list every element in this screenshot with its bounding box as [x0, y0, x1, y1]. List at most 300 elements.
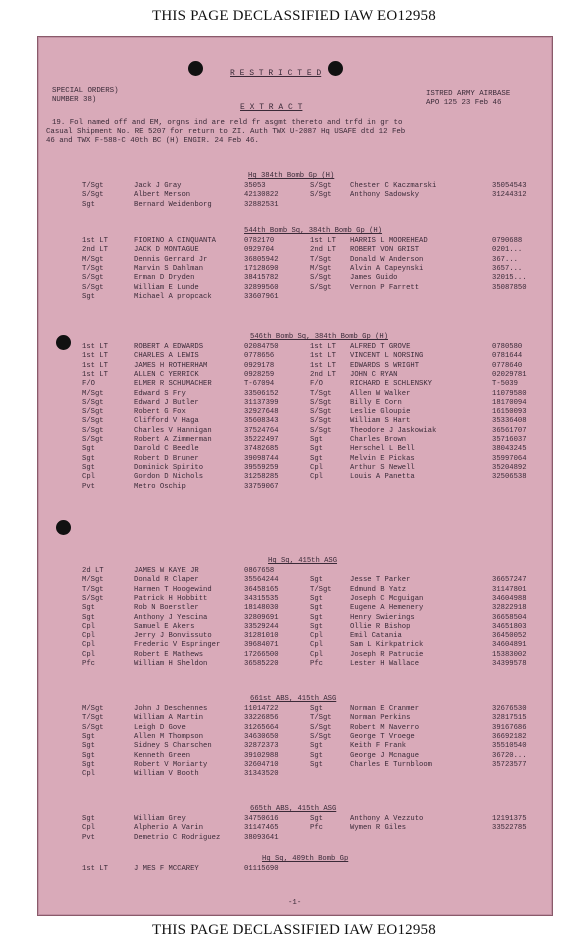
serial-number: 02029781: [492, 370, 527, 379]
rank: Sgt: [310, 705, 323, 713]
name: ALLEN C YERRICK: [134, 370, 199, 379]
roster-row: [38, 815, 552, 824]
roster-row: [38, 445, 552, 454]
rank: 2nd LT: [310, 246, 336, 255]
serial-number: 35087850: [492, 283, 527, 292]
serial-number: 36720...: [492, 751, 527, 760]
name: Erman D Dryden: [134, 274, 195, 283]
serial-number: 35054543: [492, 182, 527, 190]
serial-number: 35336408: [492, 417, 527, 426]
serial-number: 16150093: [492, 408, 527, 417]
rank: M/Sgt: [82, 705, 104, 713]
serial-number: 17266500: [244, 650, 279, 659]
rank: 2nd LT: [82, 246, 108, 255]
name: Gordon D Nichols: [134, 473, 204, 482]
rank: Cpl: [82, 650, 95, 659]
serial-number: 0929178: [244, 361, 275, 370]
name: Herschel L Bell: [350, 445, 415, 454]
rank: S/Sgt: [82, 594, 104, 603]
rank: 1st LT: [82, 370, 108, 379]
rank: Cpl: [310, 641, 323, 650]
roster-row: [38, 651, 552, 660]
roster-row: [38, 256, 552, 265]
rank: Sgt: [310, 604, 323, 613]
roster-row: [38, 399, 552, 408]
roster-row: [38, 284, 552, 293]
name: ALFRED T GROVE: [350, 343, 411, 351]
serial-number: 0780580: [492, 343, 523, 351]
name: Anthony Sadowsky: [350, 191, 420, 200]
serial-number: 32822918: [492, 604, 527, 613]
serial-number: 0928259: [244, 370, 275, 379]
name: Demetrio C Rodriguez: [134, 833, 221, 842]
roster-row: [38, 265, 552, 274]
serial-number: 0929704: [244, 246, 275, 255]
roster-row: [38, 733, 552, 742]
serial-number: T-5039: [492, 380, 518, 389]
name: HARRIS L MOOREHEAD: [350, 237, 428, 245]
rank: S/Sgt: [82, 274, 104, 283]
serial-number: 34630650: [244, 732, 279, 741]
punch-hole: [188, 61, 203, 76]
name: Samuel E Akers: [134, 622, 195, 631]
serial-number: 11014722: [244, 705, 279, 713]
rank: S/Sgt: [310, 283, 332, 292]
name: Sam L Kirkpatrick: [350, 641, 424, 650]
name: Patrick H Hobbitt: [134, 594, 208, 603]
rank: S/Sgt: [310, 182, 332, 190]
serial-number: 36458165: [244, 585, 279, 594]
rank: M/Sgt: [82, 255, 104, 264]
serial-number: 35222497: [244, 436, 279, 444]
rank: T/Sgt: [310, 714, 332, 723]
name: ROBERT VON GRIST: [350, 246, 420, 255]
roster-row: [38, 724, 552, 733]
extract-title: E X T R A C T: [240, 103, 303, 112]
serial-number: 32604710: [244, 760, 279, 769]
serial-number: 36561707: [492, 426, 527, 435]
name: John J Deschennes: [134, 705, 208, 713]
name: William H Sheldon: [134, 660, 208, 668]
rank: Sgt: [82, 613, 95, 622]
serial-number: 37482685: [244, 445, 279, 454]
serial-number: 36450052: [492, 632, 527, 641]
name: EDWARDS S WRIGHT: [350, 361, 420, 370]
serial-number: 35053: [244, 182, 266, 190]
apo-date: APO 125 23 Feb 46: [426, 99, 502, 107]
rank: 1st LT: [82, 865, 108, 873]
rank: 2nd LT: [310, 370, 336, 379]
roster-row: [38, 483, 552, 492]
roster-row: [38, 770, 552, 779]
name: James Guido: [350, 274, 398, 283]
serial-number: 35564244: [244, 576, 279, 585]
serial-number: 42130822: [244, 191, 279, 200]
section-title: Hq Sq, 409th Bomb Gp: [262, 855, 349, 863]
name: Jerry J Bonvissuto: [134, 632, 212, 641]
rank: S/Sgt: [82, 436, 104, 444]
rank: 1st LT: [310, 343, 336, 351]
serial-number: 31244312: [492, 191, 527, 200]
paragraph-line: Casual Shipment No. RE 5207 for return to ZI. Auth TWX U-2087 Hq USAFE dtd 12 Feb: [46, 128, 406, 136]
rank: M/Sgt: [82, 389, 104, 398]
serial-number: 36658504: [492, 613, 527, 622]
name: RICHARD E SCHLENSKY: [350, 380, 432, 389]
section-title: 661st ABS, 415th ASG: [250, 695, 337, 703]
serial-number: 39098744: [244, 454, 279, 463]
serial-number: 3657...: [492, 264, 523, 273]
declassified-banner-bottom: THIS PAGE DECLASSIFIED IAW EO12958: [152, 922, 436, 938]
rank: Pvt: [82, 833, 95, 842]
name: William V Booth: [134, 770, 199, 779]
number-label: NUMBER 38): [52, 96, 97, 104]
rank: S/Sgt: [310, 417, 332, 426]
rank: T/Sgt: [310, 389, 332, 398]
name: Eugene A Hemenery: [350, 604, 424, 613]
roster-row: [38, 408, 552, 417]
rank: Sgt: [82, 760, 95, 769]
serial-number: 34399578: [492, 660, 527, 668]
serial-number: 31258285: [244, 473, 279, 482]
roster-row: [38, 632, 552, 641]
roster-row: [38, 237, 552, 246]
rank: T/Sgt: [310, 255, 332, 264]
serial-number: 11079580: [492, 389, 527, 398]
name: Michael A propcack: [134, 292, 212, 301]
name: JACK D MONTAGUE: [134, 246, 199, 255]
roster-row: [38, 576, 552, 585]
rank: S/Sgt: [82, 408, 104, 417]
name: Harmen T Hoogewind: [134, 585, 212, 594]
section-title: 665th ABS, 415th ASG: [250, 805, 337, 813]
name: Marvin S Dahlman: [134, 264, 204, 273]
roster-row: [38, 246, 552, 255]
name: Dominick Spirito: [134, 463, 204, 472]
name: Jack J Gray: [134, 182, 182, 190]
serial-number: 31137399: [244, 398, 279, 407]
roster-row: [38, 742, 552, 751]
serial-number: 17128690: [244, 264, 279, 273]
rank: Sgt: [82, 292, 95, 301]
roster-row: [38, 641, 552, 650]
name: William S Hart: [350, 417, 411, 426]
serial-number: 31265664: [244, 723, 279, 732]
rank: 1st LT: [310, 361, 336, 370]
roster-row: [38, 660, 552, 669]
serial-number: 39684071: [244, 641, 279, 650]
rank: T/Sgt: [82, 714, 104, 723]
rank: 1st LT: [82, 352, 108, 361]
serial-number: 34604988: [492, 594, 527, 603]
name: George J Mcnague: [350, 751, 420, 760]
roster-row: [38, 473, 552, 482]
name: Robert G Fox: [134, 408, 186, 417]
name: Robert M Naverro: [350, 723, 420, 732]
rank: S/Sgt: [310, 732, 332, 741]
rank: S/Sgt: [82, 398, 104, 407]
rank: S/Sgt: [310, 398, 332, 407]
serial-number: 32817515: [492, 714, 527, 723]
name: Robert V Moriarty: [134, 760, 208, 769]
serial-number: 01115690: [244, 865, 279, 873]
serial-number: 33522785: [492, 824, 527, 833]
rank: Sgt: [310, 594, 323, 603]
punch-hole: [328, 61, 343, 76]
rank: 2d LT: [82, 567, 104, 575]
serial-number: 35716037: [492, 436, 527, 444]
rank: Sgt: [310, 613, 323, 622]
roster-row: [38, 595, 552, 604]
name: CHARLES A LEWIS: [134, 352, 199, 361]
rank: F/O: [82, 380, 95, 389]
roster-row: [38, 182, 552, 191]
roster-row: [38, 436, 552, 445]
roster-row: [38, 293, 552, 302]
rank: Cpl: [82, 473, 95, 482]
rank: 1st LT: [310, 237, 336, 245]
name: Melvin E Pickas: [350, 454, 415, 463]
rank: S/Sgt: [82, 283, 104, 292]
rank: T/Sgt: [82, 585, 104, 594]
name: Leigh D Gove: [134, 723, 186, 732]
name: Alvin A Capeynski: [350, 264, 424, 273]
roster-row: [38, 352, 552, 361]
name: Lester H Wallace: [350, 660, 420, 668]
roster-row: [38, 623, 552, 632]
serial-number: 38415782: [244, 274, 279, 283]
name: Chester C Kaczmarski: [350, 182, 437, 190]
serial-number: 32927648: [244, 408, 279, 417]
name: Rob N Boerstler: [134, 604, 199, 613]
name: Robert D Bruner: [134, 454, 199, 463]
name: JAMES W KAYE JR: [134, 567, 199, 575]
serial-number: 32506538: [492, 473, 527, 482]
serial-number: 0778656: [244, 352, 275, 361]
serial-number: 38043245: [492, 445, 527, 454]
serial-number: 31147801: [492, 585, 527, 594]
name: Arthur S Newell: [350, 463, 415, 472]
rank: S/Sgt: [310, 191, 332, 200]
roster-row: [38, 427, 552, 436]
rank: T/Sgt: [82, 182, 104, 190]
serial-number: 18170094: [492, 398, 527, 407]
punch-hole: [56, 520, 71, 535]
name: ELMER R SCHUMACHER: [134, 380, 212, 389]
serial-number: 33607961: [244, 292, 279, 301]
name: Allen M Thompson: [134, 732, 204, 741]
rank: Cpl: [310, 463, 323, 472]
rank: S/Sgt: [82, 417, 104, 426]
declassified-banner-top: THIS PAGE DECLASSIFIED IAW EO12958: [152, 8, 436, 24]
roster-row: [38, 761, 552, 770]
name: Charles Brown: [350, 436, 407, 444]
name: Norman E Cranmer: [350, 705, 420, 713]
name: FIORINO A CINQUANTA: [134, 237, 216, 245]
roster-row: [38, 191, 552, 200]
name: Donald R Claper: [134, 576, 199, 585]
document-sheet: [37, 36, 553, 916]
name: Donald W Anderson: [350, 255, 424, 264]
serial-number: 0790688: [492, 237, 523, 245]
rank: Sgt: [310, 576, 323, 585]
name: Norman Perkins: [350, 714, 411, 723]
serial-number: 32015...: [492, 274, 527, 283]
roster-row: [38, 714, 552, 723]
name: Ollie R Bishop: [350, 622, 411, 631]
roster-row: [38, 343, 552, 352]
name: Jesse T Parker: [350, 576, 411, 585]
roster-row: [38, 752, 552, 761]
roster-row: [38, 390, 552, 399]
serial-number: 0781644: [492, 352, 523, 361]
rank: Sgt: [310, 622, 323, 631]
name: Edward J Butler: [134, 398, 199, 407]
rank: Cpl: [82, 824, 95, 833]
rank: Sgt: [82, 815, 95, 823]
serial-number: 32899560: [244, 283, 279, 292]
rank: Cpl: [310, 650, 323, 659]
name: ROBERT A EDWARDS: [134, 343, 204, 351]
section-title: 546th Bomb Sq, 384th Bomb Gp (H): [250, 333, 389, 341]
rank: 1st LT: [82, 343, 108, 351]
rank: Pfc: [310, 660, 323, 668]
rank: T/Sgt: [82, 264, 104, 273]
serial-number: 38093641: [244, 833, 279, 842]
serial-number: 34651803: [492, 622, 527, 631]
serial-number: T-67094: [244, 380, 275, 389]
serial-number: 0778640: [492, 361, 523, 370]
rank: Sgt: [82, 445, 95, 454]
rank: Sgt: [310, 445, 323, 454]
serial-number: 39167686: [492, 723, 527, 732]
roster-row: [38, 824, 552, 833]
name: Dennis Gerrard Jr: [134, 255, 208, 264]
roster-row: [38, 604, 552, 613]
rank: T/Sgt: [310, 585, 332, 594]
section-title: Hq 384th Bomb Gp (H): [248, 172, 335, 180]
rank: S/Sgt: [310, 426, 332, 435]
rank: Sgt: [82, 454, 95, 463]
rank: Sgt: [82, 463, 95, 472]
serial-number: 0867658: [244, 567, 275, 575]
name: Edward S Fry: [134, 389, 186, 398]
serial-number: 35608343: [244, 417, 279, 426]
name: Alpherio A Varin: [134, 824, 204, 833]
name: Vernon P Farrett: [350, 283, 420, 292]
headquarters-label: ISTRED ARMY AIRBASE: [426, 90, 511, 98]
name: Emil Catania: [350, 632, 402, 641]
name: Keith F Frank: [350, 742, 407, 751]
rank: M/Sgt: [82, 576, 104, 585]
name: Charles E Turnbloom: [350, 760, 432, 769]
rank: Sgt: [82, 200, 95, 209]
name: VINCENT L NORSING: [350, 352, 424, 361]
roster-row: [38, 567, 552, 576]
rank: S/Sgt: [310, 274, 332, 283]
name: Charles V Hannigan: [134, 426, 212, 435]
name: Edmund B Yatz: [350, 585, 407, 594]
paragraph-line: 46 and TWX F-588-C 40th BC (H) ENGIR. 24 Feb 46.: [46, 137, 259, 145]
rank: S/Sgt: [82, 426, 104, 435]
name: Darold C Beedle: [134, 445, 199, 454]
name: Leslie Gloupie: [350, 408, 411, 417]
rank: Cpl: [82, 770, 95, 779]
section-title: Hq Sq, 415th ASG: [268, 557, 338, 565]
name: Frederic V Espringer: [134, 641, 221, 650]
serial-number: 33226856: [244, 714, 279, 723]
serial-number: 34315535: [244, 594, 279, 603]
rank: Sgt: [82, 604, 95, 613]
rank: S/Sgt: [82, 191, 104, 200]
name: Kenneth Green: [134, 751, 191, 760]
name: Anthony A Vezzuto: [350, 815, 424, 823]
serial-number: 36657247: [492, 576, 527, 585]
rank: Sgt: [310, 742, 323, 751]
paragraph-line: 19. Fol named off and EM, orgns ind are reld fr asgmt thereto and trfd in gr to: [52, 119, 403, 127]
serial-number: 32872373: [244, 742, 279, 751]
rank: 1st LT: [82, 361, 108, 370]
serial-number: 15383002: [492, 650, 527, 659]
name: Sidney S Charschen: [134, 742, 212, 751]
name: Louis A Panetta: [350, 473, 415, 482]
name: Joseph C Mcguigan: [350, 594, 424, 603]
name: J MES F MCCAREY: [134, 865, 199, 873]
serial-number: 12191375: [492, 815, 527, 823]
serial-number: 36692182: [492, 732, 527, 741]
serial-number: 18148030: [244, 604, 279, 613]
name: Joseph R Patrucie: [350, 650, 424, 659]
rank: Sgt: [82, 751, 95, 760]
name: George T Vroege: [350, 732, 415, 741]
serial-number: 35510540: [492, 742, 527, 751]
name: Robert A Zimmerman: [134, 436, 212, 444]
rank: F/O: [310, 380, 323, 389]
serial-number: 36585220: [244, 660, 279, 668]
serial-number: 35997064: [492, 454, 527, 463]
rank: M/Sgt: [310, 264, 332, 273]
rank: 1st LT: [82, 237, 108, 245]
name: Robert E Mathews: [134, 650, 204, 659]
serial-number: 31281010: [244, 632, 279, 641]
name: Albert Merson: [134, 191, 191, 200]
name: Henry Swierings: [350, 613, 415, 622]
rank: Cpl: [82, 632, 95, 641]
rank: Cpl: [310, 632, 323, 641]
rank: Pvt: [82, 482, 95, 491]
page-number: -1-: [288, 899, 302, 907]
roster-row: [38, 586, 552, 595]
rank: S/Sgt: [310, 408, 332, 417]
serial-number: 31147465: [244, 824, 279, 833]
serial-number: 33759067: [244, 482, 279, 491]
serial-number: 367...: [492, 255, 518, 264]
roster-row: [38, 274, 552, 283]
roster-row: [38, 455, 552, 464]
name: Billy E Corn: [350, 398, 402, 407]
serial-number: 32676530: [492, 705, 527, 713]
rank: Cpl: [310, 473, 323, 482]
rank: Cpl: [82, 641, 95, 650]
name: Metro Oschip: [134, 482, 186, 491]
roster-row: [38, 380, 552, 389]
rank: Sgt: [82, 732, 95, 741]
roster-row: [38, 464, 552, 473]
classification-header: R E S T R I C T E D: [230, 69, 322, 78]
serial-number: 02084750: [244, 343, 279, 351]
roster-row: [38, 371, 552, 380]
name: Theodore J Jaskowiak: [350, 426, 437, 435]
serial-number: 37524764: [244, 426, 279, 435]
